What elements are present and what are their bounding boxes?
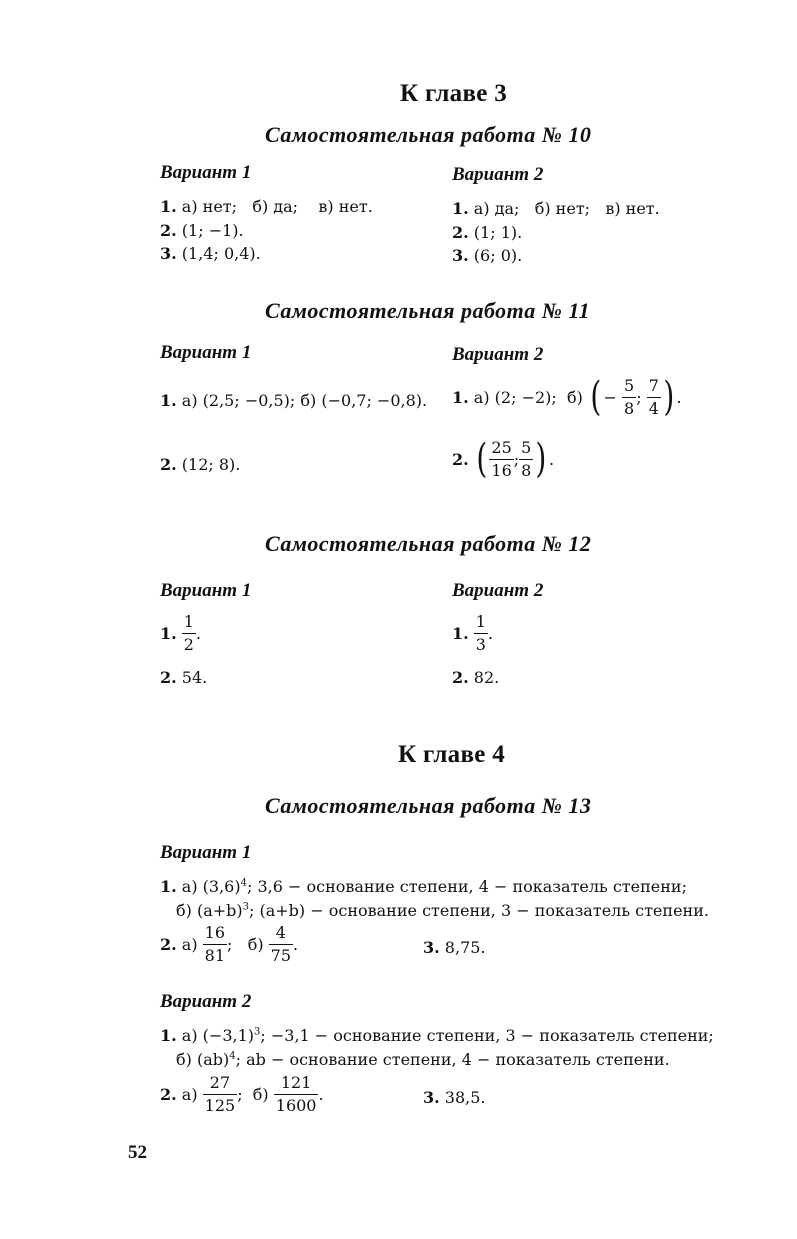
fraction: $\frac{4}{75}$ bbox=[270, 923, 292, 965]
sr10-v1-label: Вариант 1 bbox=[160, 162, 252, 183]
sr12-v1-answer-2: 2. 54. bbox=[160, 668, 208, 687]
sr11-v2-label: Вариант 2 bbox=[452, 344, 544, 365]
sr11-v1-answer-1: 1. а) (2,5; −0,5); б) (−0,7; −0,8). bbox=[160, 391, 428, 410]
fraction: $\frac{27}{125}$ bbox=[204, 1073, 236, 1115]
fraction: $\frac{5}{8}$ bbox=[624, 375, 635, 418]
sr12-v1-answer-1: 1. $\frac{1}{2}$ . bbox=[160, 612, 202, 654]
sr12-title: Самостоятельная работа № 12 bbox=[265, 531, 592, 556]
sr10-v1-answer-2: 2. (1; −1). bbox=[160, 221, 244, 240]
sr13-v2-answer-3: 3. 38,5. bbox=[423, 1088, 486, 1107]
sr10-v2-answer-3: 3. (6; 0). bbox=[452, 246, 523, 265]
sr13-v2-label: Вариант 2 bbox=[160, 991, 252, 1012]
sr10-v1-answer-1: 1. а) нет; б) да; в) нет. bbox=[160, 197, 373, 216]
sr10-v2-label: Вариант 2 bbox=[452, 164, 544, 185]
sr13-title: Самостоятельная работа № 13 bbox=[265, 793, 592, 818]
sr11-title: Самостоятельная работа № 11 bbox=[265, 298, 591, 323]
sr12-v2-answer-1: 1. $\frac{1}{3}$ . bbox=[452, 612, 494, 654]
sr13-v1-label: Вариант 1 bbox=[160, 842, 252, 863]
sr10-v2-answer-1: 1. а) да; б) нет; в) нет. bbox=[452, 199, 660, 218]
fraction: $\frac{5}{8}$ bbox=[521, 437, 532, 480]
sr13-v1-answer-3: 3. 8,75. bbox=[423, 938, 486, 957]
fraction: $\frac{1}{2}$ bbox=[183, 612, 194, 654]
sr12-v2-label: Вариант 2 bbox=[452, 580, 544, 601]
sr12-v2-answer-2: 2. 82. bbox=[452, 668, 500, 687]
sr10-v2-answer-2: 2. (1; 1). bbox=[452, 223, 523, 242]
sr13-v1-answer-1a: 1. а) $(3,6)^4$; 3,6 − основание степени, 4 − показатель степени; bbox=[160, 877, 687, 896]
sr10-title: Самостоятельная работа № 10 bbox=[265, 122, 592, 147]
page-number: 52 bbox=[128, 1142, 147, 1163]
chapter-3-heading: К главе 3 bbox=[400, 80, 508, 107]
sr10-v1-answer-3: 3. (1,4; 0,4). bbox=[160, 244, 261, 263]
sr12-v1-label: Вариант 1 bbox=[160, 580, 252, 601]
chapter-4-heading: К главе 4 bbox=[398, 741, 506, 768]
sr13-v1-answer-1b: б) $(a+b)^3$; (a+b) − основание степени, 3 − показатель степени. bbox=[176, 901, 709, 920]
sr13-v2-answer-1a: 1. а) $(-3,1)^3$; −3,1 − основание степени, 3 − показатель степени; bbox=[160, 1026, 714, 1045]
fraction: $\frac{16}{81}$ bbox=[204, 923, 226, 965]
fraction: $\frac{121}{1600}$ bbox=[275, 1073, 317, 1115]
sr13-v2-answer-2: 2. а) $\frac{27}{125}$ ; б) $\frac{121}{1600}$ . bbox=[160, 1073, 324, 1115]
fraction: $\frac{25}{16}$ bbox=[491, 437, 512, 480]
fraction: $\frac{7}{4}$ bbox=[648, 375, 659, 418]
sr11-v2-answer-2: 2. ( $\frac{25}{16}$ ; $\frac{5}{8}$ ) . bbox=[452, 436, 555, 482]
sr13-v2-answer-1b: б) (ab)$^4$; ab − основание степени, 4 − показатель степени. bbox=[176, 1050, 670, 1069]
fraction: $\frac{1}{3}$ bbox=[475, 612, 486, 654]
sr11-v1-answer-2: 2. (12; 8). bbox=[160, 455, 241, 474]
sr11-v2-answer-1: 1. а) (2; −2); б) ( − $\frac{5}{8}$ ; $\frac{7}{4}$ ) . bbox=[452, 374, 682, 420]
sr11-v1-label: Вариант 1 bbox=[160, 342, 252, 363]
sr13-v1-answer-2: 2. а) $\frac{16}{81}$ ; б) $\frac{4}{75}$ . bbox=[160, 923, 299, 965]
